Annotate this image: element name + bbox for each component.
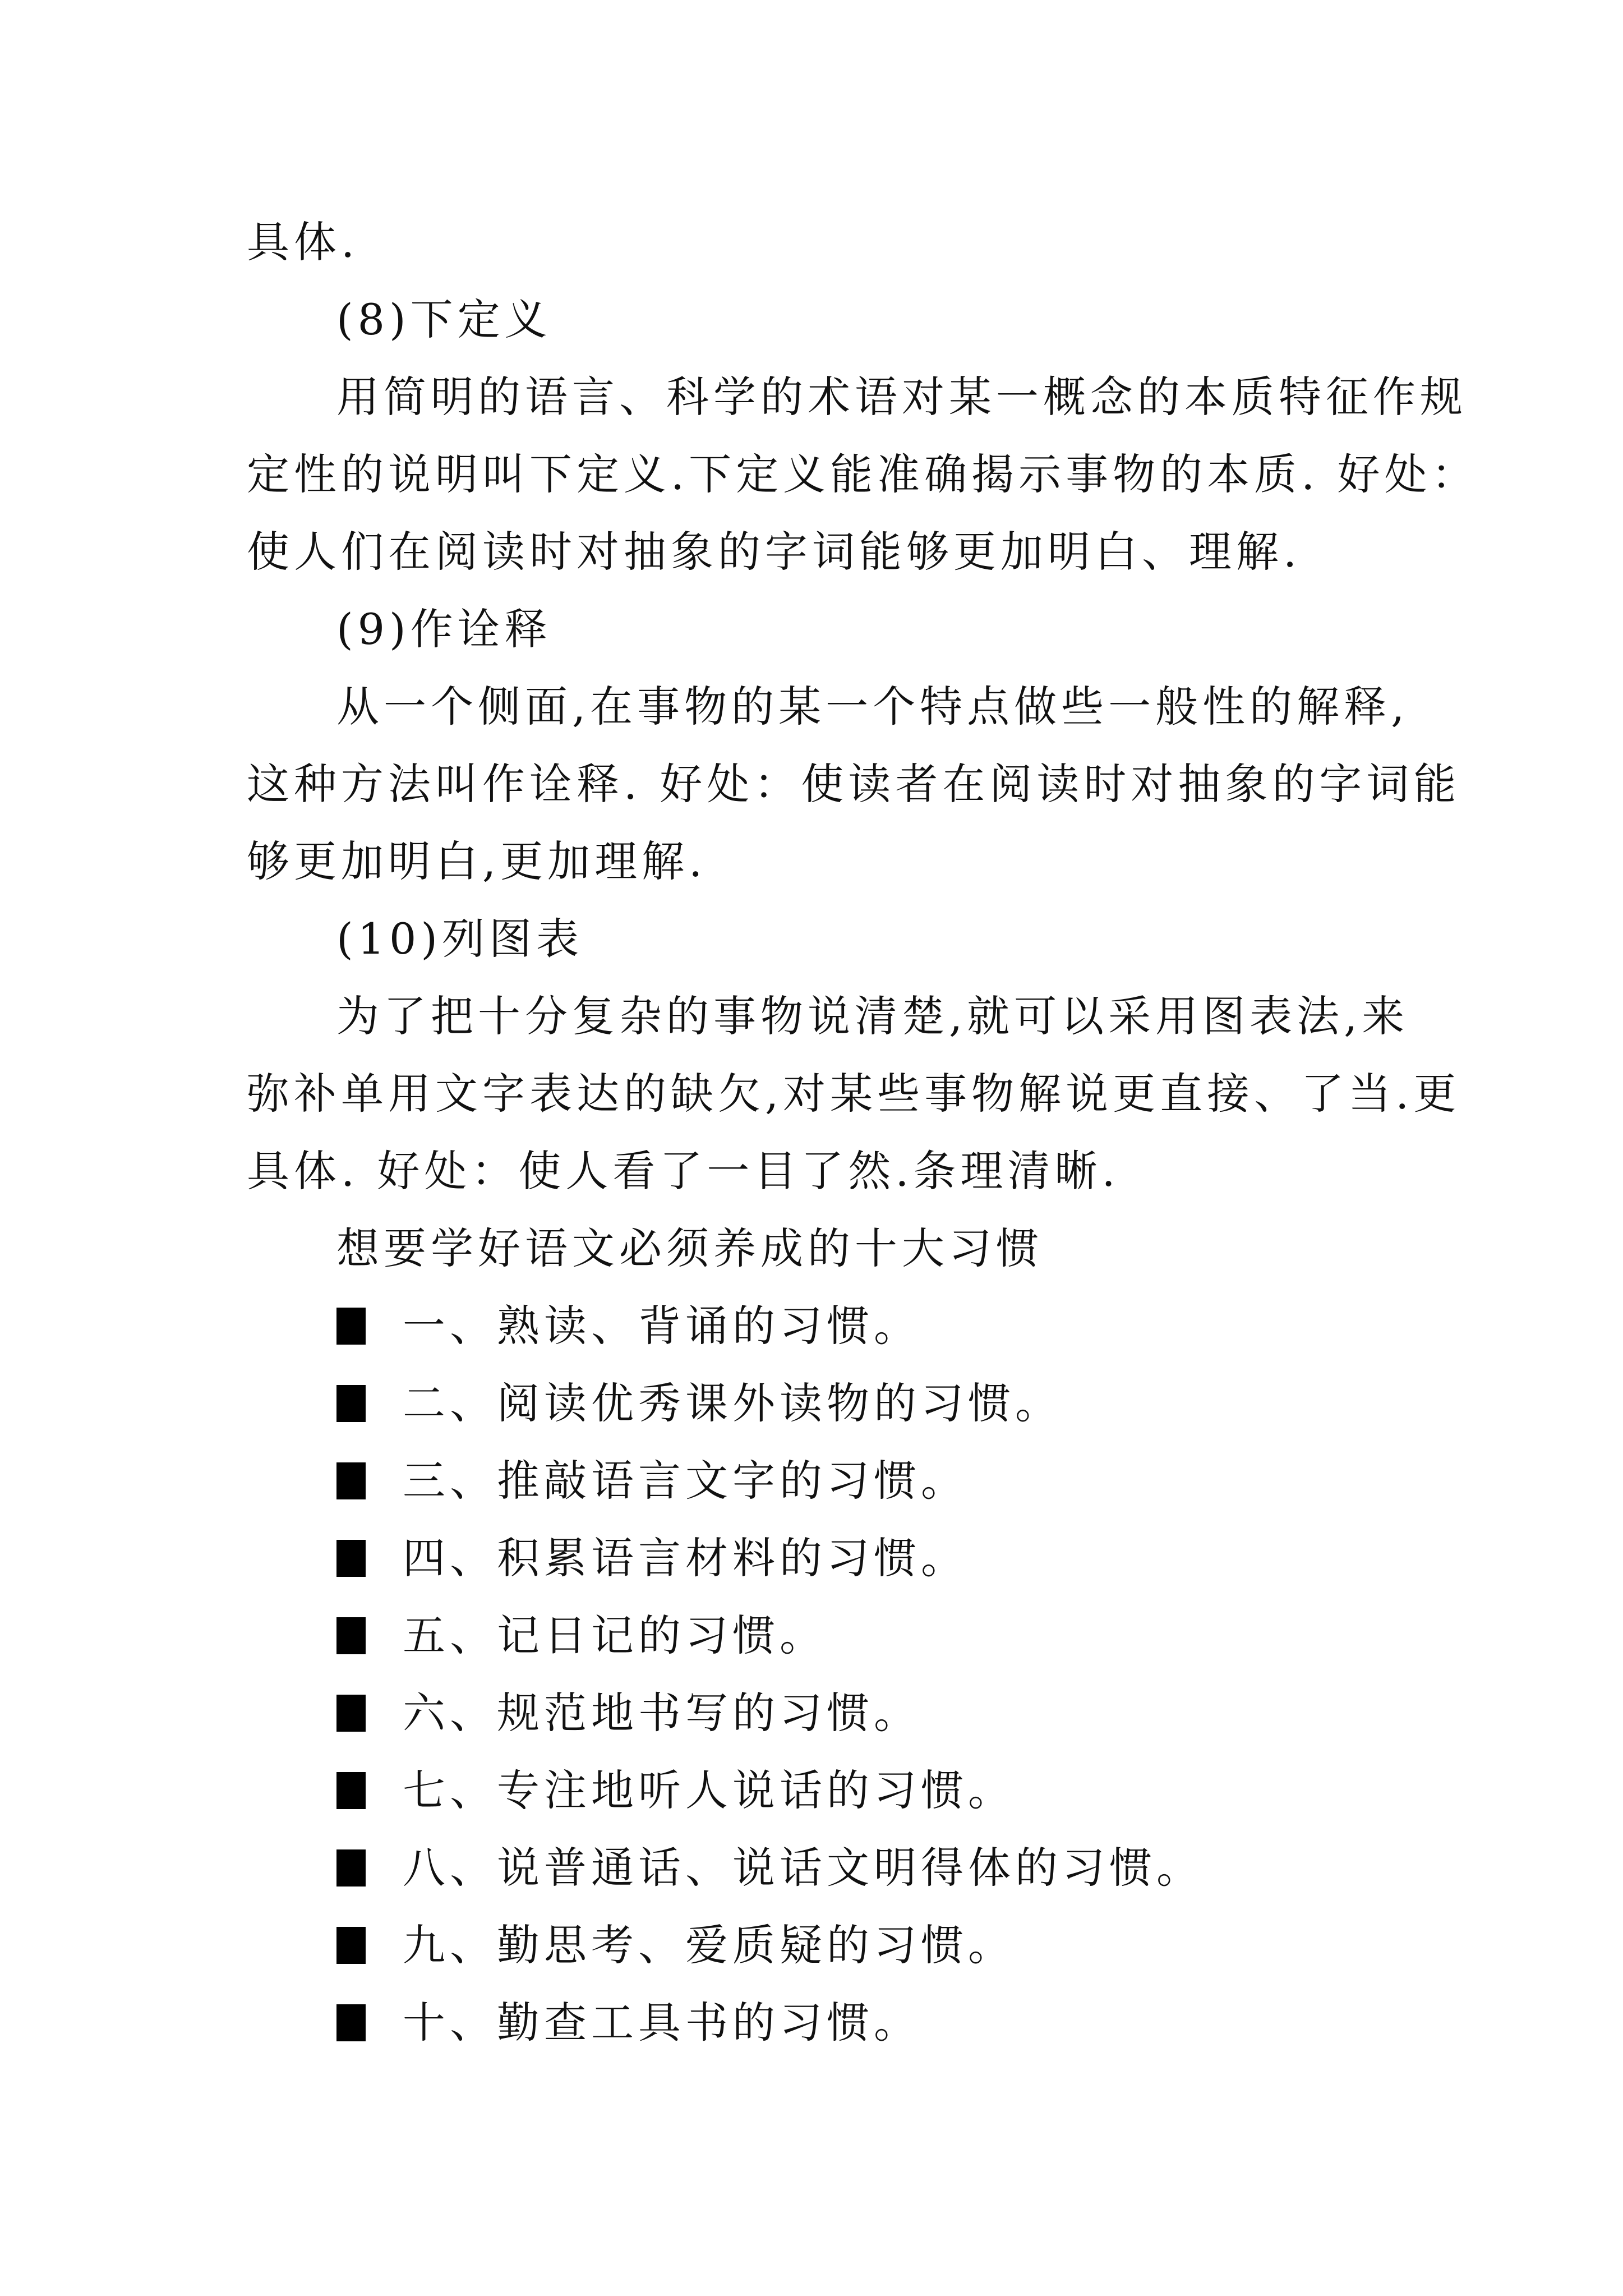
- paragraph-line: 从一个侧面,在事物的某一个特点做些一般性的解释,: [336, 682, 1409, 731]
- habit-text: 九、勤思考、爱质疑的习惯。: [403, 1920, 1015, 1970]
- paragraph-line: 使人们在阅读时对抽象的字词能够更加明白、理解.: [247, 527, 1302, 577]
- habits-heading: 想要学好语文必须养成的十大习惯: [336, 1223, 1043, 1273]
- habit-text: 八、说普通话、说话文明得体的习惯。: [403, 1843, 1204, 1893]
- habit-item: [336, 1453, 968, 1509]
- habit-item: [336, 1685, 921, 1741]
- habit-text: 四、积累语言材料的习惯。: [403, 1533, 968, 1583]
- habit-item: [336, 1298, 921, 1354]
- habit-text: 三、推敲语言文字的习惯。: [403, 1456, 968, 1506]
- habit-item: [336, 1608, 827, 1664]
- square-bullet-icon: [336, 1927, 366, 1964]
- habit-item: [336, 1763, 1015, 1819]
- paragraph-line: 具体. 好处：使人看了一目了然.条理清晰.: [247, 1146, 1120, 1196]
- habit-text: 六、规范地书写的习惯。: [403, 1688, 921, 1738]
- paragraph-line: 够更加明白,更加理解.: [247, 836, 707, 886]
- section-heading-define: (8)下定义: [336, 295, 552, 344]
- square-bullet-icon: [336, 2004, 366, 2041]
- habit-text: 一、熟读、背诵的习惯。: [403, 1301, 921, 1351]
- section-heading-explain: (9)作诠释: [336, 604, 552, 654]
- habit-text: 十、勤查工具书的习惯。: [403, 1998, 921, 2047]
- habit-text: 五、记日记的习惯。: [403, 1611, 827, 1660]
- habit-item: [336, 1530, 968, 1586]
- habit-item: [336, 1375, 1062, 1432]
- square-bullet-icon: [336, 1617, 366, 1654]
- paragraph-line: 具体.: [247, 217, 359, 267]
- square-bullet-icon: [336, 1540, 366, 1577]
- square-bullet-icon: [336, 1695, 366, 1732]
- habit-item: [336, 1840, 1204, 1896]
- section-heading-chart: (10)列图表: [336, 914, 584, 964]
- paragraph-line: 用简明的语言、科学的术语对某一概念的本质特征作规: [336, 372, 1467, 422]
- habit-item: [336, 1917, 1015, 1973]
- paragraph-line: 这种方法叫作诠释. 好处：使读者在阅读时对抽象的字词能: [247, 759, 1461, 809]
- paragraph-line: 定性的说明叫下定义.下定义能准确揭示事物的本质. 好处：: [247, 449, 1479, 499]
- square-bullet-icon: [336, 1849, 366, 1887]
- paragraph-line: 为了把十分复杂的事物说清楚,就可以采用图表法,来: [336, 991, 1409, 1041]
- habit-item: [336, 1995, 921, 2051]
- square-bullet-icon: [336, 1772, 366, 1809]
- square-bullet-icon: [336, 1462, 366, 1499]
- habit-text: 二、阅读优秀课外读物的习惯。: [403, 1378, 1062, 1428]
- square-bullet-icon: [336, 1308, 366, 1345]
- square-bullet-icon: [336, 1385, 366, 1422]
- paragraph-line: 弥补单用文字表达的缺欠,对某些事物解说更直接、了当.更: [247, 1069, 1461, 1119]
- habit-text: 七、专注地听人说话的习惯。: [403, 1765, 1015, 1815]
